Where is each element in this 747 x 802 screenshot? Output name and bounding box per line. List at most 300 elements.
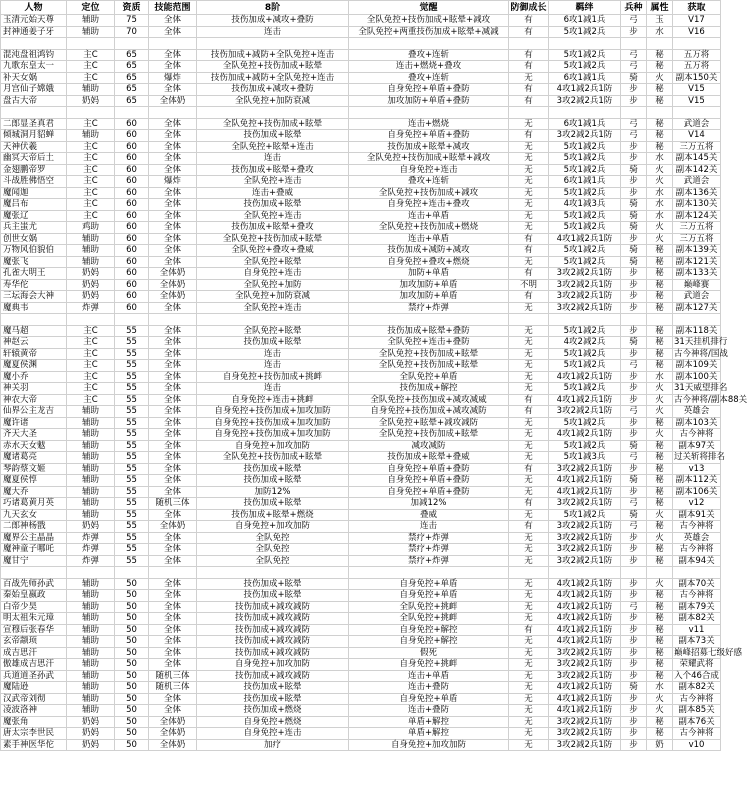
table-cell: 全队免控+技伤加成+减攻减威 <box>349 394 509 406</box>
table-row <box>1 509 721 521</box>
table-cell: 秘 <box>647 360 673 372</box>
table-cell: 5攻1减2兵 <box>549 440 621 452</box>
hero-name-cell: 魔许诸 <box>1 417 67 429</box>
table-cell: 弓 <box>621 601 647 613</box>
table-cell: 秘 <box>647 463 673 475</box>
table-cell: 4攻1减2兵1防 <box>549 601 621 613</box>
table-cell: 4攻1减2兵1防 <box>549 693 621 705</box>
empty-cell <box>647 38 673 50</box>
table-cell: 无 <box>509 532 549 544</box>
table-cell: 随机三体 <box>149 670 197 682</box>
table-cell: 秘 <box>647 245 673 257</box>
hero-name-cell: 魔夏侯惇 <box>1 475 67 487</box>
table-row <box>1 268 721 280</box>
table-cell: 全体 <box>149 153 197 165</box>
table-row <box>1 601 721 613</box>
hero-name-cell: 二郎神杨戬 <box>1 521 67 533</box>
table-cell: 自身免控+燃烧 <box>197 716 349 728</box>
table-cell: 水 <box>647 199 673 211</box>
table-cell: 3攻2减2兵1防 <box>549 279 621 291</box>
table-cell: 副本124关 <box>673 210 721 222</box>
empty-cell <box>509 38 549 50</box>
table-cell: 3攻2减2兵1防 <box>549 555 621 567</box>
table-cell: 辅助 <box>67 659 115 671</box>
table-cell: 全体 <box>149 417 197 429</box>
hero-name-cell: 魔夏侯渊 <box>1 360 67 372</box>
table-row <box>1 141 721 153</box>
table-cell: 步 <box>621 394 647 406</box>
table-cell: 秘 <box>647 728 673 740</box>
table-cell: 全队免控+技伤加成+眩晕 <box>197 118 349 130</box>
empty-cell <box>115 38 149 50</box>
table-cell: 主C <box>67 371 115 383</box>
hero-name-cell: 九歌东皇太一 <box>1 61 67 73</box>
table-cell: 无 <box>509 383 549 395</box>
table-cell: 巅峰招募七级好感 <box>674 647 743 658</box>
table-cell: 全体 <box>149 337 197 349</box>
table-cell: 全体 <box>149 636 197 648</box>
table-row <box>1 360 721 372</box>
table-cell: 古今神将 <box>673 590 721 602</box>
hero-name-cell: 齐天大圣 <box>1 429 67 441</box>
table-cell: 无 <box>509 636 549 648</box>
hero-name-cell: 明太祖朱元璋 <box>1 613 67 625</box>
table-cell: 步 <box>621 636 647 648</box>
table-cell: 60 <box>115 199 149 211</box>
table-cell: 步 <box>621 176 647 188</box>
table-cell: 秘 <box>647 130 673 142</box>
empty-cell <box>349 107 509 119</box>
table-cell: 副本100关 <box>673 371 721 383</box>
table-cell: 主C <box>67 153 115 165</box>
table-cell: 技伤加成+眩晕+叠攻 <box>197 222 349 234</box>
spacer-row <box>1 567 721 579</box>
table-cell: 4攻1减2兵1防 <box>549 371 621 383</box>
table-cell: 全队免控+技伤加成+眩晕 <box>349 360 509 372</box>
table-row <box>1 348 721 360</box>
hero-name-cell: 创世女娲 <box>1 233 67 245</box>
empty-cell <box>115 314 149 326</box>
table-cell: 辅助 <box>67 417 115 429</box>
table-cell: 全体 <box>149 15 197 27</box>
table-cell: 辅助 <box>67 498 115 510</box>
table-cell: 全体奶 <box>149 716 197 728</box>
table-cell: 无 <box>509 337 549 349</box>
table-cell: 连击+叠威 <box>197 187 349 199</box>
table-cell: 随机三体 <box>149 498 197 510</box>
table-cell: 4攻1减2兵1防 <box>549 590 621 602</box>
table-cell: 弓 <box>621 521 647 533</box>
table-cell: 6攻1减1兵 <box>549 15 621 27</box>
table-cell: 全体 <box>149 199 197 211</box>
table-cell: 英雄会 <box>673 532 721 544</box>
table-cell: 禁疗+炸弹 <box>349 302 509 314</box>
table-cell: 全队免控+叠攻+叠威 <box>197 245 349 257</box>
table-cell: 无 <box>509 544 549 556</box>
table-cell: 技伤加成+眩晕 <box>197 337 349 349</box>
hero-name-cell: 魔诸葛亮 <box>1 452 67 464</box>
table-cell: 弓 <box>621 130 647 142</box>
table-cell: 步 <box>621 613 647 625</box>
table-cell: 全体 <box>149 61 197 73</box>
table-cell: 5攻1减2兵 <box>549 210 621 222</box>
table-cell: 有 <box>509 84 549 96</box>
table-cell: 加攻加防+单盾 <box>349 279 509 291</box>
table-cell: 连击+单盾 <box>349 670 509 682</box>
table-cell: 连击 <box>197 360 349 372</box>
table-cell: 全体奶 <box>149 728 197 740</box>
empty-cell <box>509 567 549 579</box>
table-cell: 5攻1减2兵 <box>549 187 621 199</box>
table-cell: 巅峰赛 <box>673 279 721 291</box>
table-cell: 55 <box>115 521 149 533</box>
table-cell: 技伤加成+减攻+叠防 <box>197 84 349 96</box>
table-cell: 步 <box>621 26 647 38</box>
table-cell: 步 <box>621 647 647 659</box>
table-cell: 4攻1减2兵1防 <box>549 486 621 498</box>
empty-cell <box>621 38 647 50</box>
table-cell: 自身免控+解控 <box>349 636 509 648</box>
table-cell: 全队免控+挑衅 <box>349 601 509 613</box>
table-cell: 玉 <box>647 15 673 27</box>
table-cell: 3攻2减2兵1防 <box>549 521 621 533</box>
header-cell: 技能范围 <box>149 1 197 15</box>
table-cell: 50 <box>115 670 149 682</box>
table-cell: 古今神将/国战 <box>674 348 728 359</box>
table-cell: 全体 <box>149 84 197 96</box>
hero-name-cell: 斗战胜佛悟空 <box>1 176 67 188</box>
table-cell: 5攻1减2兵 <box>549 417 621 429</box>
table-row <box>1 245 721 257</box>
table-cell: 加攻加防+单盾+叠防 <box>349 95 509 107</box>
table-cell: 3攻2减2兵1防 <box>549 130 621 142</box>
empty-cell <box>1 567 67 579</box>
table-row <box>1 130 721 142</box>
table-cell: 全体奶 <box>149 268 197 280</box>
table-cell: 60 <box>115 141 149 153</box>
table-row <box>1 291 721 303</box>
table-cell: 全体 <box>149 49 197 61</box>
table-cell: 50 <box>115 659 149 671</box>
table-cell: 禁疗+炸弹 <box>349 532 509 544</box>
table-cell: 全队免控+加防衰减 <box>197 95 349 107</box>
table-cell: 副本79关 <box>673 601 721 613</box>
table-cell: 单盾+解控 <box>349 728 509 740</box>
table-cell: 无 <box>509 118 549 130</box>
table-cell: 50 <box>115 705 149 717</box>
table-cell: 技伤加成+眩晕+叠防 <box>349 325 509 337</box>
table-cell: 60 <box>115 187 149 199</box>
table-cell: 50 <box>115 578 149 590</box>
table-cell: 秘 <box>647 544 673 556</box>
table-cell: 有 <box>509 463 549 475</box>
table-cell: 副本76关 <box>673 716 721 728</box>
table-cell: 辅助 <box>67 452 115 464</box>
empty-cell <box>509 314 549 326</box>
table-cell: 技伤加成+眩晕+减攻 <box>349 141 509 153</box>
table-cell: 副本112关 <box>673 475 721 487</box>
table-row <box>1 61 721 73</box>
table-cell: 自身免控+单盾 <box>349 578 509 590</box>
hero-name-cell: 万物风伯貌伯 <box>1 245 67 257</box>
table-cell: 自身免控+叠攻+燃烧 <box>349 256 509 268</box>
table-cell: 无 <box>509 728 549 740</box>
table-cell: 步 <box>621 624 647 636</box>
empty-cell <box>349 567 509 579</box>
table-cell: 全队免控+技伤加成+眩晕+减攻 <box>349 153 509 165</box>
hero-name-cell: 魔张角 <box>1 716 67 728</box>
table-cell: 无 <box>509 440 549 452</box>
table-cell: 自身免控+单盾+叠防 <box>349 84 509 96</box>
table-cell: 55 <box>115 440 149 452</box>
table-cell: 全体 <box>149 601 197 613</box>
table-cell: 55 <box>115 360 149 372</box>
table-row <box>1 486 721 498</box>
table-cell: 65 <box>115 49 149 61</box>
table-cell: 4攻1减2兵1防 <box>549 705 621 717</box>
table-cell: 加防12% <box>197 486 349 498</box>
table-cell: 自身免控+加攻加防 <box>197 659 349 671</box>
table-cell: 无 <box>509 475 549 487</box>
empty-cell <box>621 314 647 326</box>
hero-name-cell: 宣穆后张春华 <box>1 624 67 636</box>
table-cell: 55 <box>115 475 149 487</box>
table-cell: 3攻2减2兵1防 <box>549 716 621 728</box>
table-cell: 全体 <box>149 118 197 130</box>
table-row <box>1 95 721 107</box>
table-cell: 禁疗+炸弹 <box>349 544 509 556</box>
table-cell: 叠攻+连斩 <box>349 72 509 84</box>
table-cell: 副本85关 <box>673 705 721 717</box>
table-cell: 弓 <box>621 61 647 73</box>
table-cell: 5攻1减2兵 <box>549 360 621 372</box>
table-cell: 炸弹 <box>67 555 115 567</box>
table-cell: 骑 <box>621 72 647 84</box>
table-cell: 全队免控+眩晕+连击 <box>197 141 349 153</box>
table-cell: 奶妈 <box>67 716 115 728</box>
table-cell: 骑 <box>621 256 647 268</box>
table-cell: 武道会 <box>673 176 721 188</box>
table-cell: 水 <box>647 153 673 165</box>
table-cell: 无 <box>509 682 549 694</box>
table-cell: 随机三体 <box>149 682 197 694</box>
hero-name-cell: 混沌盘祖鸿钧 <box>1 49 67 61</box>
table-cell: 英雄会 <box>673 406 721 418</box>
table-cell: 辅助 <box>67 613 115 625</box>
table-cell: 无 <box>509 176 549 188</box>
table-cell: 弓 <box>621 452 647 464</box>
table-cell: 步 <box>621 153 647 165</box>
table-cell: 无 <box>509 486 549 498</box>
table-cell: 技伤加成+眩晕 <box>197 590 349 602</box>
table-cell: 副本136关 <box>673 187 721 199</box>
hero-name-cell: 神赵云 <box>1 337 67 349</box>
table-cell: 秘 <box>647 486 673 498</box>
table-cell: 3攻2减2兵1防 <box>549 728 621 740</box>
table-cell: 5攻1减2兵 <box>549 141 621 153</box>
table-cell: 60 <box>115 245 149 257</box>
table-cell: 无 <box>509 199 549 211</box>
empty-cell <box>67 567 115 579</box>
table-row <box>1 659 721 671</box>
table-cell: 55 <box>115 406 149 418</box>
table-cell: 全体 <box>149 532 197 544</box>
table-cell: 主C <box>67 118 115 130</box>
table-cell: 秘 <box>647 590 673 602</box>
table-cell: 副本106关 <box>673 486 721 498</box>
table-cell: 50 <box>115 647 149 659</box>
table-cell: 无 <box>509 360 549 372</box>
empty-cell <box>673 107 721 119</box>
table-cell: 无 <box>509 222 549 234</box>
table-cell: 奶妈 <box>67 521 115 533</box>
table-cell: 55 <box>115 337 149 349</box>
table-cell: 技伤加成+减攻减防 <box>197 636 349 648</box>
table-cell: 火 <box>647 222 673 234</box>
table-cell: 65 <box>115 72 149 84</box>
table-cell: 水 <box>647 371 673 383</box>
empty-cell <box>509 107 549 119</box>
table-cell: 55 <box>115 452 149 464</box>
table-cell: V16 <box>673 26 721 38</box>
table-cell: 全体 <box>149 141 197 153</box>
table-cell: 全队免控+技伤加成+燃烧 <box>349 222 509 234</box>
table-row <box>1 118 721 130</box>
table-cell: 辅助 <box>67 233 115 245</box>
table-cell: 全体 <box>149 452 197 464</box>
table-cell: 步 <box>621 590 647 602</box>
table-cell: 步 <box>621 95 647 107</box>
table-cell: 弓 <box>621 49 647 61</box>
table-cell: 有 <box>509 61 549 73</box>
table-cell: 秘 <box>647 601 673 613</box>
table-cell: 炸弹 <box>67 544 115 556</box>
table-row <box>1 670 721 682</box>
table-cell: 叠威 <box>349 509 509 521</box>
hero-name-cell: 魔小乔 <box>1 371 67 383</box>
table-cell: 自身免控+单盾+叠防 <box>349 486 509 498</box>
table-cell: 5攻1减2兵 <box>549 26 621 38</box>
table-row <box>1 440 721 452</box>
table-cell: 秘 <box>647 118 673 130</box>
table-cell: 副本139关 <box>673 245 721 257</box>
table-cell: 武道会 <box>673 118 721 130</box>
table-cell: 连击+单盾 <box>349 233 509 245</box>
table-row <box>1 72 721 84</box>
table-cell: 无 <box>509 141 549 153</box>
table-cell: 步 <box>621 141 647 153</box>
table-cell: V15 <box>673 84 721 96</box>
table-cell: 55 <box>115 486 149 498</box>
hero-name-cell: 魔界公主晶晶 <box>1 532 67 544</box>
table-cell: 有 <box>509 26 549 38</box>
table-cell: 秘 <box>647 555 673 567</box>
table-cell: 辅助 <box>67 256 115 268</box>
table-cell: 秘 <box>647 417 673 429</box>
table-row <box>1 153 721 165</box>
table-cell: 全体 <box>149 475 197 487</box>
hero-name-cell: 唐太宗李世民 <box>1 728 67 740</box>
table-cell: 三万五将 <box>673 222 721 234</box>
table-cell: 步 <box>621 371 647 383</box>
table-cell: 步 <box>621 716 647 728</box>
table-cell: 步 <box>621 486 647 498</box>
table-cell: 自身免控+加攻加防 <box>349 739 509 751</box>
table-cell: 5攻1减2兵 <box>549 245 621 257</box>
table-cell: 全队免控+眩晕+减攻减防 <box>349 417 509 429</box>
table-cell: 秘 <box>647 256 673 268</box>
table-cell: 秘 <box>647 647 673 659</box>
table-cell: 65 <box>115 61 149 73</box>
table-cell: 无 <box>509 670 549 682</box>
header-cell: 防御成长 <box>510 2 547 13</box>
table-cell: 4攻2减2兵 <box>549 337 621 349</box>
table-cell: 秘 <box>647 670 673 682</box>
empty-cell <box>197 38 349 50</box>
table-row <box>1 555 721 567</box>
table-cell: 3攻2减2兵1防 <box>549 498 621 510</box>
table-cell: 骑 <box>621 199 647 211</box>
table-cell: 全体 <box>149 360 197 372</box>
table-cell: 主C <box>67 360 115 372</box>
empty-cell <box>115 567 149 579</box>
table-row <box>1 176 721 188</box>
table-cell: 加防+单盾 <box>349 268 509 280</box>
table-cell: 步 <box>621 555 647 567</box>
table-row <box>1 728 721 740</box>
table-cell: 秘 <box>647 475 673 487</box>
table-cell: 无 <box>509 187 549 199</box>
table-cell: 奶妈 <box>67 279 115 291</box>
table-cell: 火 <box>647 406 673 418</box>
table-cell: 自身免控+连击 <box>349 164 509 176</box>
table-cell: 无 <box>509 302 549 314</box>
empty-cell <box>549 314 621 326</box>
table-cell: 副本133关 <box>673 268 721 280</box>
table-row <box>1 199 721 211</box>
table-cell: 骑 <box>621 509 647 521</box>
empty-cell <box>115 107 149 119</box>
empty-cell <box>549 567 621 579</box>
empty-cell <box>197 567 349 579</box>
table-cell: 全体 <box>149 371 197 383</box>
table-cell: 辅助 <box>67 601 115 613</box>
table-cell: 50 <box>115 693 149 705</box>
table-cell: 古今神将 <box>673 693 721 705</box>
table-cell: 有 <box>509 233 549 245</box>
table-cell: 步 <box>621 429 647 441</box>
table-cell: 自身免控+技伤加成+加攻加防 <box>197 417 349 429</box>
table-cell: 辅助 <box>67 245 115 257</box>
table-cell: 全体 <box>149 187 197 199</box>
header-cell: 定位 <box>67 1 115 15</box>
table-cell: 31天威望排名 <box>674 383 728 394</box>
table-cell: 古今神将 <box>673 429 721 441</box>
table-cell: 4攻1减2兵1防 <box>549 429 621 441</box>
table-cell: 加疗 <box>197 739 349 751</box>
table-cell: 60 <box>115 176 149 188</box>
empty-cell <box>621 107 647 119</box>
table-cell: 全体 <box>149 325 197 337</box>
table-cell: 无 <box>509 452 549 464</box>
table-cell: 全体奶 <box>149 95 197 107</box>
empty-cell <box>647 107 673 119</box>
table-cell: 65 <box>115 95 149 107</box>
table-cell: 技伤加成+眩晕 <box>197 578 349 590</box>
table-cell: 全体 <box>149 590 197 602</box>
empty-cell <box>647 567 673 579</box>
table-cell: 5攻1减2兵 <box>549 256 621 268</box>
